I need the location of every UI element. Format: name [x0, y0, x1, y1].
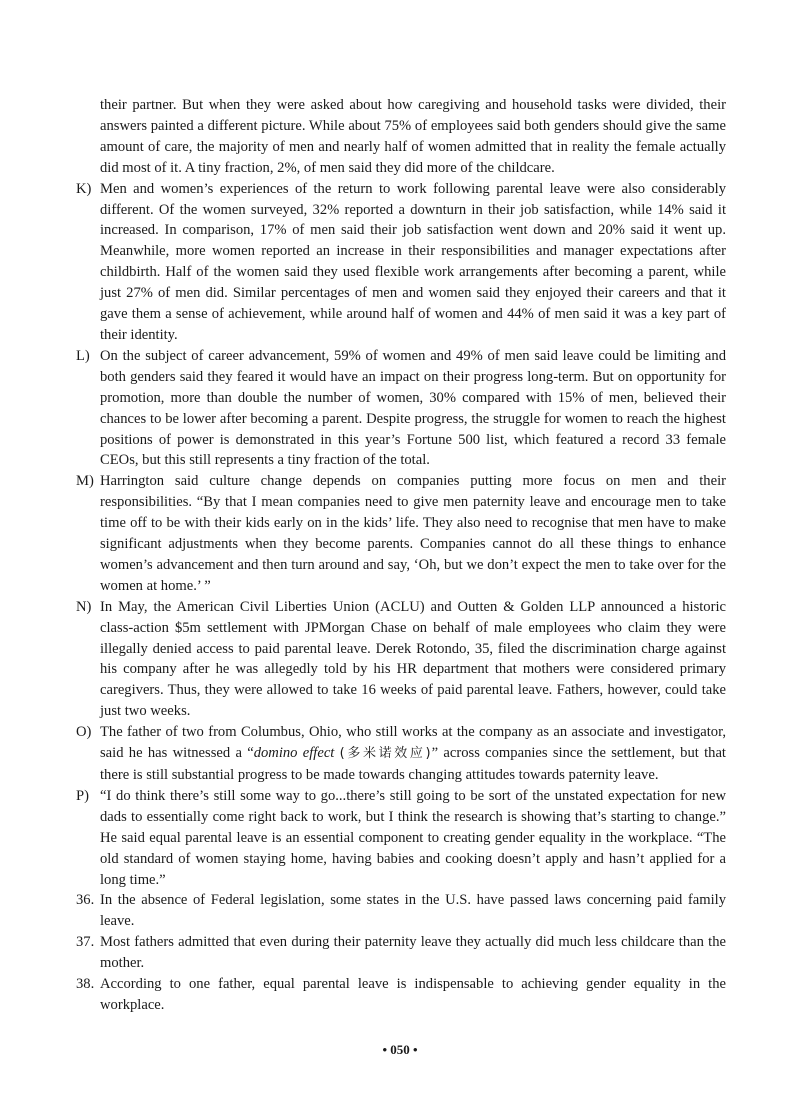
question-37: [76, 932, 726, 974]
paragraph-m: [76, 471, 726, 596]
paragraph-text: Harrington said culture change depends on companies putting more focus on men and their responsibilities. “By that I mean companies need to give men paternity leave and encourage men to take time off to be with their kids early on in the kids’ life. They also need to recognise that men have to make significant adjustments when they become parents. Companies cannot do all these things to enhance women’s advancement and then turn around and say, ‘Oh, but we don’t expect the men to take over for the women at home.’ ”: [100, 473, 726, 594]
page-number: • 050 •: [382, 1042, 418, 1057]
question-number: 38.: [76, 976, 95, 993]
paragraph-label: M): [76, 473, 94, 490]
question-text: In the absence of Federal legislation, some states in the U.S. have passed laws concerning paid family leave.: [100, 892, 726, 930]
paragraph-text: Men and women’s experiences of the return to work following parental leave were also considerably different. Of the women surveyed, 32% reported a downturn in their job satisfaction, while 14% said it increased. In comparison, 17% of men said their job satisfaction went down and 20% said it went up. Meanwhile, more women reported an increase in their responsibilities and manager expectations after childbirth. Half of the women said they used flexible work arrangements after becoming a parent, while just 27% of men did. Similar percentages of men and women said they enjoyed their careers and that it gave them a sense of achievement, while around half of women and 44% of men said it was a key part of their identity.: [100, 180, 726, 343]
paragraph-label: O): [76, 724, 92, 741]
paragraph-n: [76, 597, 726, 722]
paragraph-text-before: The father of two from Columbus, Ohio, who still works at the company as an associate and investigator, said he has witnessed a “: [100, 724, 726, 762]
paragraph-label: P): [76, 787, 89, 804]
paragraph-text: On the subject of career advancement, 59% of women and 49% of men said leave could be limiting and both genders said they feared it would have an impact on their progress long-term. But on opportunity for promotion, more than double the number of women, 30% compared with 15% of men, believed their chances to be lower after becoming a parent. Despite progress, the struggle for women to reach the highest positions of power is demonstrated in this year’s Fortune 500 list, which featured a record 33 female CEOs, but this still represents a tiny fraction of the total.: [100, 347, 726, 469]
question-text: Most fathers admitted that even during their paternity leave they actually did much less childcare than the mother.: [100, 934, 726, 972]
paragraph-o: [76, 722, 726, 786]
paragraph-k: [76, 179, 726, 346]
question-number: 36.: [76, 892, 95, 909]
question-number: 37.: [76, 934, 95, 951]
continuation-paragraph: their partner. But when they were asked about how caregiving and household tasks were divided, their answers painted a different picture. While about 75% of employees said both genders should give the same amount of care, the majority of men and nearly half of women admitted that in reality the female actually did most of it. A tiny fraction, 2%, of men said they did more of the childcare.: [100, 97, 726, 176]
paragraph-label: N): [76, 598, 92, 615]
paragraph-label: L): [76, 347, 90, 364]
paragraph-text: “I do think there’s still some way to go...there’s still going to be sort of the unstated expectation for new dads to essentially come right back to work, but I think the research is showing that’s starting to change.” He said equal parental leave is an essential component to creating gender equality in the workplace. “The old standard of women staying home, having babies and cooking doesn’t apply and hasn’t applied for a long time.”: [100, 787, 726, 888]
question-text: According to one father, equal parental leave is indispensable to achieving gender equality in the workplace.: [100, 976, 726, 1013]
question-38: [76, 974, 726, 1016]
paragraph-l: [76, 346, 726, 471]
paragraph-label: K): [76, 180, 92, 197]
paragraph-p: [76, 786, 726, 891]
passage-body: [76, 95, 726, 1016]
paragraph-text-after: ” across companies since the settlement, but that there is still substantial progress to be made towards changing attitudes towards paternity leave.: [100, 745, 726, 783]
italic-term: domino effect: [253, 745, 335, 762]
paragraph-text: In May, the American Civil Liberties Union (ACLU) and Outten & Golden LLP announced a historic class-action $5m settlement with JPMorgan Chase on behalf of male employees who claim they were illegally denied access to paid parental leave. Derek Rotondo, 35, filed the discrimination charge against his company after he was allegedly told by his HR department that mothers were considered primary caregivers. Thus, they were allowed to take 16 weeks of paid parental leave. Fathers, however, could take just two weeks.: [100, 598, 726, 720]
chinese-gloss: (多米诺效应): [339, 746, 432, 762]
question-36: [76, 890, 726, 932]
